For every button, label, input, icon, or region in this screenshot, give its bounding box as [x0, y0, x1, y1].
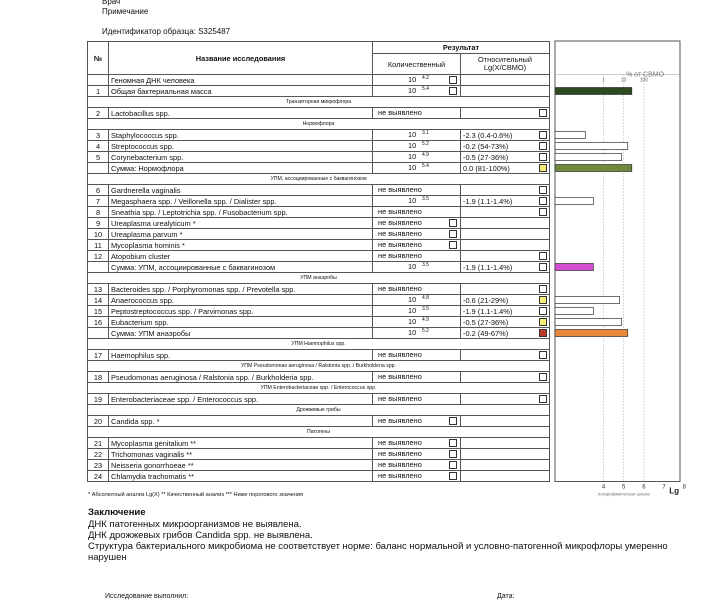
row-number: 12 [88, 251, 109, 262]
table-row [88, 394, 550, 405]
relative-result [461, 229, 550, 240]
conclusion-line-2: ДНК дрожжевых грибов Candida spp. не выявлена. [88, 530, 313, 541]
relative-value: -0.2 (49-67%) [463, 328, 509, 338]
performed-by-label: Исследование выполнил: [105, 593, 189, 600]
table-row [88, 460, 550, 471]
relative-result [461, 449, 550, 460]
col-rel-header-line2: Lg(X/CBMO) [483, 63, 527, 72]
quantitative-result [373, 449, 461, 460]
relative-checkbox[interactable] [539, 197, 547, 205]
quantitative-result [373, 372, 461, 383]
relative-checkbox[interactable] [539, 208, 547, 216]
conclusion-line-3: Структура бактериального микробиома не соответствует норме: баланс нормальной и условно-патогенной микрофлоры умеренно нарушен [88, 541, 668, 563]
section-header-row [88, 174, 550, 185]
section-title: УПМ анаэробы [88, 273, 550, 284]
chart-bar [555, 154, 622, 161]
result-checkbox[interactable] [449, 219, 457, 227]
col-result-header: Результат [373, 42, 550, 54]
test-name: Atopobium cluster [109, 251, 373, 262]
table-row [88, 207, 550, 218]
relative-value: -1.9 (1.1-1.4%) [463, 262, 513, 272]
relative-value: 0.0 (81-100%) [463, 163, 510, 173]
row-number [88, 262, 109, 273]
note-label: Примечание [102, 7, 149, 16]
quantity-base: 10 [408, 328, 417, 337]
quantity-base: 10 [408, 152, 417, 161]
quantity-exponent: 3.5 [422, 196, 429, 202]
chart-scale-caption: логарифмическая шкала [597, 491, 650, 497]
quantity-base: 10 [408, 86, 417, 95]
table-row [88, 317, 550, 328]
relative-value: -0.2 (54-73%) [463, 141, 509, 151]
relative-result [461, 394, 550, 405]
test-name: Chlamydia trachomatis ** [109, 471, 373, 482]
row-number: 9 [88, 218, 109, 229]
row-number: 19 [88, 394, 109, 405]
section-header-row [88, 273, 550, 284]
quantity-exponent: 5.2 [422, 141, 429, 147]
chart-top-tick: 10 [620, 77, 627, 84]
not-detected-text: не выявлено [378, 416, 422, 425]
table-row [88, 449, 550, 460]
table-row [88, 229, 550, 240]
chart-bar [555, 297, 620, 304]
quantity-exponent: 4.9 [422, 317, 429, 323]
chart-bottom-tick: 7 [662, 484, 666, 491]
relative-result [461, 328, 550, 339]
quantitative-result [373, 196, 461, 207]
section-title: УПМ, ассоциированные с баквагинозом [88, 174, 550, 185]
not-detected-text: не выявлено [378, 207, 422, 216]
quantity-base: 10 [408, 295, 417, 304]
relative-checkbox[interactable] [539, 318, 547, 326]
section-header-row [88, 119, 550, 130]
row-number: 17 [88, 350, 109, 361]
relative-result [461, 438, 550, 449]
test-name: Eubacterium spp. [109, 317, 373, 328]
quantitative-result [373, 438, 461, 449]
table-row [88, 196, 550, 207]
quantitative-result [373, 75, 461, 86]
quantity-base: 10 [408, 75, 417, 84]
row-number: 15 [88, 306, 109, 317]
relative-checkbox[interactable] [539, 142, 547, 150]
row-number: 23 [88, 460, 109, 471]
table-row [88, 262, 550, 273]
result-checkbox[interactable] [449, 230, 457, 238]
section-header-row [88, 383, 550, 394]
test-name: Bacteroides spp. / Porphyromonas spp. / Prevotella spp. [109, 284, 373, 295]
table-row [88, 218, 550, 229]
log-chart [553, 41, 686, 511]
relative-result [461, 262, 550, 273]
not-detected-text: не выявлено [378, 438, 422, 447]
test-name: Peptostreptococcus spp. / Parvimonas spp. [109, 306, 373, 317]
row-number: 11 [88, 240, 109, 251]
row-number: 21 [88, 438, 109, 449]
test-name: Corynebacterium spp. [109, 152, 373, 163]
section-header-row [88, 405, 550, 416]
relative-result [461, 306, 550, 317]
relative-result [461, 284, 550, 295]
test-name: Сумма: УПМ, ассоциированные с баквагинозом [109, 262, 373, 273]
section-title: Транзиторная микрофлора [88, 97, 550, 108]
table-row [88, 350, 550, 361]
test-name: Pseudomonas aeruginosa / Ralstonia spp. / Burkholderia spp. [109, 372, 373, 383]
row-number [88, 75, 109, 86]
table-row [88, 130, 550, 141]
table-row [88, 284, 550, 295]
not-detected-text: не выявлено [378, 251, 422, 260]
row-number: 24 [88, 471, 109, 482]
quantity-exponent: 3.1 [422, 130, 429, 136]
relative-checkbox[interactable] [539, 329, 547, 337]
relative-result [461, 218, 550, 229]
not-detected-text: не выявлено [378, 350, 422, 359]
quantitative-result [373, 350, 461, 361]
section-header-row [88, 427, 550, 438]
quantity-base: 10 [408, 262, 417, 271]
chart-bar [555, 330, 628, 337]
section-header-row [88, 97, 550, 108]
relative-result [461, 251, 550, 262]
table-row [88, 295, 550, 306]
quantity-exponent: 5.4 [422, 86, 429, 92]
section-title: Нормофлора [88, 119, 550, 130]
table-row [88, 163, 550, 174]
quantitative-result [373, 460, 461, 471]
relative-value: -1.9 (1.1-1.4%) [463, 196, 513, 206]
not-detected-text: не выявлено [378, 449, 422, 458]
quantity-base: 10 [408, 130, 417, 139]
relative-result [461, 141, 550, 152]
chart-bottom-tick: 6 [642, 484, 646, 491]
relative-checkbox[interactable] [539, 131, 547, 139]
row-number: 1 [88, 86, 109, 97]
row-number: 6 [88, 185, 109, 196]
table-row [88, 416, 550, 427]
test-name: Candida spp. * [109, 416, 373, 427]
quantitative-result [373, 185, 461, 196]
relative-result [461, 350, 550, 361]
not-detected-text: не выявлено [378, 185, 422, 194]
table-row [88, 152, 550, 163]
not-detected-text: не выявлено [378, 284, 422, 293]
not-detected-text: не выявлено [378, 471, 422, 480]
table-row [88, 438, 550, 449]
col-num-header: № [88, 42, 109, 75]
not-detected-text: не выявлено [378, 229, 422, 238]
quantitative-result [373, 394, 461, 405]
quantitative-result [373, 218, 461, 229]
row-number: 10 [88, 229, 109, 240]
test-name: Anaerococcus spp. [109, 295, 373, 306]
chart-top-tick: 100 [639, 77, 649, 84]
quantitative-result [373, 262, 461, 273]
relative-value: -0.6 (21-29%) [463, 295, 509, 305]
relative-checkbox[interactable] [539, 109, 547, 117]
quantity-exponent: 5.2 [422, 328, 429, 334]
relative-checkbox[interactable] [539, 351, 547, 359]
relative-result [461, 240, 550, 251]
quantity-exponent: 4.9 [422, 152, 429, 158]
table-row [88, 141, 550, 152]
relative-result [461, 185, 550, 196]
quantitative-result [373, 306, 461, 317]
relative-result [461, 75, 550, 86]
relative-result [461, 317, 550, 328]
section-title: Дрожжевые грибы [88, 405, 550, 416]
not-detected-text: не выявлено [378, 394, 422, 403]
test-name: Mycoplasma hominis * [109, 240, 373, 251]
row-number: 13 [88, 284, 109, 295]
relative-checkbox[interactable] [539, 186, 547, 194]
quantity-base: 10 [408, 163, 417, 172]
quantity-base: 10 [408, 306, 417, 315]
quantitative-result [373, 240, 461, 251]
relative-result [461, 196, 550, 207]
table-row [88, 471, 550, 482]
test-name: Sneathia spp. / Leptotrichia spp. / Fusobacterium spp. [109, 207, 373, 218]
result-checkbox[interactable] [449, 241, 457, 249]
row-number: 16 [88, 317, 109, 328]
row-number: 5 [88, 152, 109, 163]
relative-result [461, 207, 550, 218]
test-name: Gardnerella vaginalis [109, 185, 373, 196]
quantity-base: 10 [408, 317, 417, 326]
relative-result [461, 416, 550, 427]
test-name: Mycoplasma genitalium ** [109, 438, 373, 449]
test-name: Enterobacteriaceae spp. / Enterococcus spp. [109, 394, 373, 405]
not-detected-text: не выявлено [378, 460, 422, 469]
relative-checkbox[interactable] [539, 307, 547, 315]
relative-result [461, 108, 550, 119]
test-name: Neisseria gonorrhoeae ** [109, 460, 373, 471]
test-name: Ureaplasma parvum * [109, 229, 373, 240]
relative-checkbox[interactable] [539, 373, 547, 381]
quantitative-result [373, 284, 461, 295]
result-checkbox[interactable] [449, 87, 457, 95]
relative-value: -0.5 (27-36%) [463, 317, 509, 327]
test-name: Геномная ДНК человека [109, 75, 373, 86]
quantity-exponent: 4.8 [422, 295, 429, 301]
not-detected-text: не выявлено [378, 240, 422, 249]
row-number: 18 [88, 372, 109, 383]
quantitative-result [373, 141, 461, 152]
conclusion-line-1: ДНК патогенных микроорганизмов не выявлена. [88, 519, 302, 530]
not-detected-text: не выявлено [378, 372, 422, 381]
sample-id: Идентификатор образца: S325487 [102, 27, 231, 36]
quantitative-result [373, 471, 461, 482]
quantity-exponent: 5.4 [422, 163, 429, 169]
section-title: Патогены [88, 427, 550, 438]
quantity-base: 10 [408, 141, 417, 150]
row-number: 22 [88, 449, 109, 460]
quantitative-result [373, 108, 461, 119]
row-number: 20 [88, 416, 109, 427]
relative-result [461, 372, 550, 383]
quantity-base: 10 [408, 196, 417, 205]
chart-top-tick: 1 [602, 77, 605, 84]
chart-bottom-tick: 4 [601, 484, 606, 491]
section-title: УПМ Enterobacteriaceae spp. / Enterococcus spp. [88, 383, 550, 394]
relative-result [461, 460, 550, 471]
result-checkbox[interactable] [449, 76, 457, 84]
row-number [88, 163, 109, 174]
log-chart-svg [553, 41, 686, 511]
conclusion-title: Заключение [88, 507, 146, 518]
quantitative-result [373, 152, 461, 163]
test-name: Сумма: УПМ анаэробы [109, 328, 373, 339]
table-row [88, 306, 550, 317]
chart-bar [555, 88, 632, 95]
table-row [88, 251, 550, 262]
relative-checkbox[interactable] [539, 164, 547, 172]
row-number: 14 [88, 295, 109, 306]
chart-bar [555, 132, 585, 139]
table-row [88, 240, 550, 251]
chart-frame [555, 41, 680, 482]
row-number: 7 [88, 196, 109, 207]
col-name-header: Название исследования [109, 42, 373, 75]
result-checkbox[interactable] [449, 450, 457, 458]
chart-bottom-tick: 5 [622, 484, 626, 491]
col-rel-header [461, 54, 550, 75]
test-name: Haemophilus spp. [109, 350, 373, 361]
row-number: 3 [88, 130, 109, 141]
test-name: Staphylococcus spp. [109, 130, 373, 141]
relative-result [461, 163, 550, 174]
relative-checkbox[interactable] [539, 285, 547, 293]
table-row [88, 372, 550, 383]
quantitative-result [373, 207, 461, 218]
chart-bar [555, 165, 632, 172]
results-table [87, 41, 550, 482]
col-rel-header-line1: Относительный [477, 55, 532, 64]
footnote: * Абсолютный анализ Lg(X) ** Качественный анализ *** Ниже порогового значения [88, 492, 304, 498]
quantitative-result [373, 416, 461, 427]
relative-result [461, 130, 550, 141]
chart-bar [555, 198, 593, 205]
test-name: Ureaplasma urealyticum * [109, 218, 373, 229]
relative-checkbox[interactable] [539, 252, 547, 260]
relative-value: -2.3 (0.4-0.6%) [463, 130, 513, 140]
relative-value: -0.5 (27-36%) [463, 152, 509, 162]
section-title: УПМ Pseudomonas aeruginosa / Ralstonia spp. / Burkholderia spp. [88, 361, 550, 372]
chart-bar [555, 264, 593, 271]
test-name: Lactobacillus spp. [109, 108, 373, 119]
row-number [88, 328, 109, 339]
chart-axis-label: Lg [669, 486, 679, 496]
doctor-label: Врач [102, 0, 121, 6]
test-name: Сумма: Нормофлора [109, 163, 373, 174]
quantitative-result [373, 295, 461, 306]
result-checkbox[interactable] [449, 472, 457, 480]
table-row [88, 328, 550, 339]
test-name: Trichomonas vaginalis ** [109, 449, 373, 460]
relative-checkbox[interactable] [539, 296, 547, 304]
relative-checkbox[interactable] [539, 395, 547, 403]
date-label: Дата: [497, 593, 515, 600]
relative-value: -1.9 (1.1-1.4%) [463, 306, 513, 316]
table-row [88, 75, 550, 86]
result-checkbox[interactable] [449, 439, 457, 447]
chart-bar [555, 319, 622, 326]
quantity-exponent: 3.5 [422, 262, 429, 268]
quantitative-result [373, 328, 461, 339]
result-checkbox[interactable] [449, 417, 457, 425]
quantitative-result [373, 317, 461, 328]
quantity-exponent: 3.5 [422, 306, 429, 312]
chart-bottom-tick: 8 [682, 484, 686, 491]
test-name: Megasphaera spp. / Veillonella spp. / Dialister spp. [109, 196, 373, 207]
relative-result [461, 471, 550, 482]
relative-checkbox[interactable] [539, 153, 547, 161]
section-header-row [88, 339, 550, 350]
relative-checkbox[interactable] [539, 263, 547, 271]
chart-bar [555, 143, 628, 150]
section-header-row [88, 361, 550, 372]
quantity-exponent: 4.2 [422, 75, 429, 81]
test-name: Streptococcus spp. [109, 141, 373, 152]
not-detected-text: не выявлено [378, 218, 422, 227]
results-body [88, 75, 550, 482]
test-name: Общая бактериальная масса [109, 86, 373, 97]
quantitative-result [373, 229, 461, 240]
relative-result [461, 295, 550, 306]
table-row [88, 108, 550, 119]
chart-unit-label: % от CBMO [625, 71, 665, 79]
section-title: УПМ Haemophilus spp. [88, 339, 550, 350]
not-detected-text: не выявлено [378, 108, 422, 117]
quantitative-result [373, 86, 461, 97]
row-number: 2 [88, 108, 109, 119]
table-row [88, 86, 550, 97]
relative-result [461, 86, 550, 97]
result-checkbox[interactable] [449, 461, 457, 469]
quantitative-result [373, 130, 461, 141]
chart-bar [555, 308, 593, 315]
col-qty-header: Количественный [373, 54, 461, 75]
relative-result [461, 152, 550, 163]
quantitative-result [373, 251, 461, 262]
row-number: 4 [88, 141, 109, 152]
table-row [88, 185, 550, 196]
quantitative-result [373, 163, 461, 174]
row-number: 8 [88, 207, 109, 218]
